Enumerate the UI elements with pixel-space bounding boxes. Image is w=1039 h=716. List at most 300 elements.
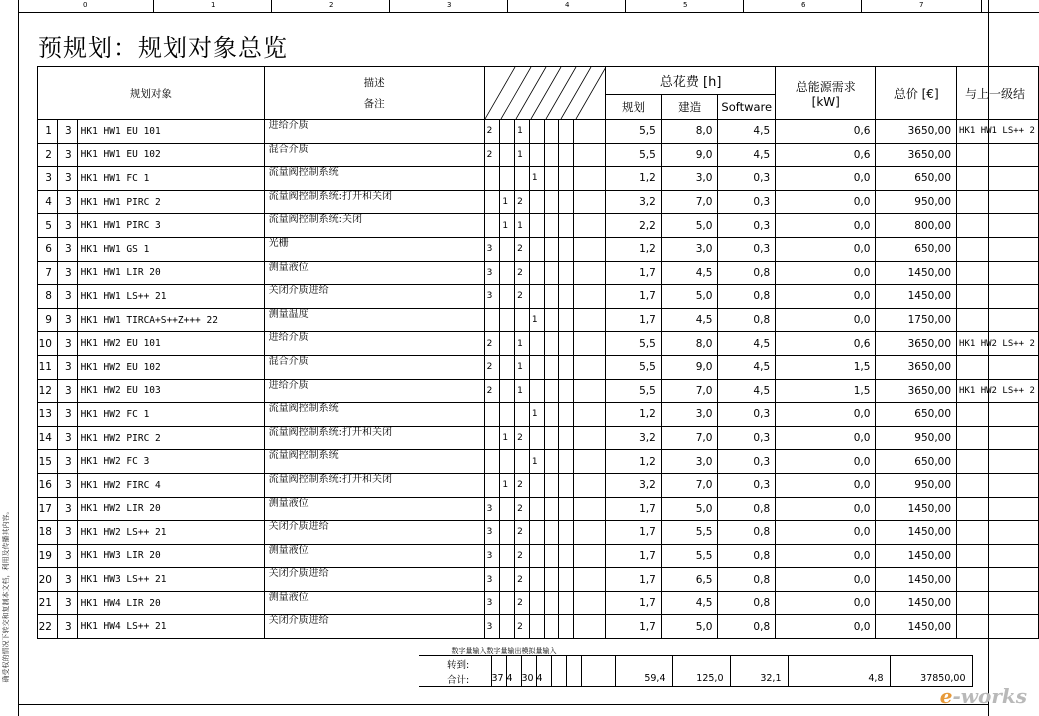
io-count-cell: 1 [529,403,544,427]
table-row [38,591,1039,615]
spacer-cell [573,167,606,191]
cost-software: 0,3 [718,426,776,450]
ruler-cell [507,0,626,12]
table-row [38,379,1039,403]
row-index: 11 [38,355,58,379]
row-index: 10 [38,332,58,356]
carry-cell [730,656,788,672]
total-price: 650,00 [876,403,957,427]
total-row [419,671,972,687]
header-parent: 与上一级结 [957,67,1039,120]
object-description: 测量液位 [264,591,484,615]
io-count-cell [529,426,544,450]
planning-object-name: HK1 HW4 LIR 20 [77,591,264,615]
total-price: 1450,00 [876,261,957,285]
io-count-cell [529,497,544,521]
io-count-cell [559,497,574,521]
cost-software: 0,3 [718,190,776,214]
header-cost-software: Software [718,95,776,120]
io-count-cell [544,521,559,545]
total-price: 3650,00 [876,332,957,356]
spacer-cell [573,426,606,450]
cost-build: 6,5 [661,568,718,592]
io-count-cell: 2 [515,190,530,214]
cost-build: 5,0 [661,497,718,521]
cost-build: 5,0 [661,615,718,639]
io-count-cell [529,332,544,356]
io-count-cell [544,497,559,521]
energy-demand: 1,5 [776,355,876,379]
cost-build: 7,0 [661,379,718,403]
planning-object-name: HK1 HW1 FC 1 [77,167,264,191]
row-level: 3 [57,521,77,545]
io-count-cell: 2 [515,426,530,450]
row-index: 5 [38,214,58,238]
energy-demand: 0,0 [776,214,876,238]
object-description: 流量阀控制系统:打开和关闭 [264,426,484,450]
cost-plan: 5,5 [606,355,662,379]
cost-plan: 1,2 [606,167,662,191]
io-count-cell: 1 [500,190,515,214]
io-count-cell [559,237,574,261]
io-count-cell [500,450,515,474]
io-count-cell [559,473,574,497]
spacer-cell [573,285,606,309]
carry-cell [890,656,972,672]
cost-build: 4,5 [661,308,718,332]
cost-software: 4,5 [718,332,776,356]
object-description: 关闭介质进给 [264,521,484,545]
parent-link [957,473,1039,497]
total-build: 125,0 [672,671,730,687]
spacer-cell [573,237,606,261]
io-count-cell: 1 [515,355,530,379]
ruler-cell [625,0,744,12]
io-count-cell: 3 [484,285,500,309]
io-count-cell [559,308,574,332]
io-count-cell [544,379,559,403]
total-energy: 4,8 [788,671,890,687]
cost-build: 8,0 [661,120,718,144]
cost-build: 3,0 [661,167,718,191]
spacer-cell [573,591,606,615]
table-row [38,450,1039,474]
io-count-cell [529,591,544,615]
io-count-cell [544,403,559,427]
io-count-cell [544,450,559,474]
energy-demand: 0,0 [776,473,876,497]
parent-link [957,615,1039,639]
row-level: 3 [57,568,77,592]
object-description: 混合介质 [264,355,484,379]
object-description: 进给介质 [264,120,484,144]
io-count-cell [559,591,574,615]
spacer-cell [573,308,606,332]
parent-link [957,167,1039,191]
cost-software: 0,3 [718,167,776,191]
object-description: 测量液位 [264,544,484,568]
carry-row [419,656,972,672]
total-price: 1450,00 [876,615,957,639]
energy-demand: 0,0 [776,497,876,521]
ruler-cell [19,0,154,12]
cost-build: 7,0 [661,473,718,497]
energy-demand: 0,0 [776,190,876,214]
row-level: 3 [57,615,77,639]
table-row [38,497,1039,521]
cost-software: 0,3 [718,237,776,261]
io-count-cell [529,120,544,144]
io-count-cell [529,473,544,497]
io-count-cell [529,544,544,568]
total-price: 1450,00 [876,591,957,615]
object-description: 关闭介质进给 [264,285,484,309]
header-price: 总价 [€] [876,67,957,120]
header-description [264,67,484,120]
io-count-cell [484,403,500,427]
table-body [38,120,1039,639]
io-count-cell: 2 [484,332,500,356]
planning-object-name: HK1 HW2 EU 102 [77,355,264,379]
cost-software: 0,3 [718,450,776,474]
parent-link: HK1 HW2 LS++ 2 [957,332,1039,356]
energy-demand: 0,0 [776,261,876,285]
cost-software: 0,8 [718,497,776,521]
io-count-cell [515,308,530,332]
planning-object-name: HK1 HW2 EU 101 [77,332,264,356]
total-blank [566,671,581,687]
energy-demand: 0,0 [776,403,876,427]
io-matrix-diagonal-labels [485,67,606,119]
total-price: 3650,00 [876,379,957,403]
parent-link [957,237,1039,261]
io-count-cell [529,615,544,639]
cost-software: 0,8 [718,521,776,545]
spacer-cell [573,190,606,214]
io-count-cell: 2 [515,237,530,261]
energy-demand: 0,0 [776,521,876,545]
object-description: 进给介质 [264,332,484,356]
energy-demand: 0,0 [776,544,876,568]
row-index: 20 [38,568,58,592]
ruler-number: 4 [565,1,570,9]
io-count-cell: 2 [484,355,500,379]
ruler-number: 0 [83,1,88,9]
logo-prefix: e [939,684,953,708]
parent-link [957,261,1039,285]
cost-software: 0,3 [718,403,776,427]
io-count-cell [559,261,574,285]
cost-software: 4,5 [718,355,776,379]
table-row [38,143,1039,167]
io-count-cell [559,285,574,309]
table-row [38,568,1039,592]
io-count-cell [559,379,574,403]
io-count-cell: 3 [484,544,500,568]
header-energy-line2: [kW] [811,94,840,109]
row-index: 16 [38,473,58,497]
page-title: 预规划：规划对象总览 [38,34,288,62]
row-index: 8 [38,285,58,309]
table-row [38,521,1039,545]
cost-software: 0,8 [718,308,776,332]
object-description: 流量阀控制系统 [264,167,484,191]
io-count-cell [559,332,574,356]
io-count-cell [500,568,515,592]
carry-cell [788,656,890,672]
total-m0: 37 [491,671,506,687]
table-row [38,355,1039,379]
header-energy [776,67,876,120]
ruler-number: 7 [919,1,924,9]
io-count-cell [544,473,559,497]
row-level: 3 [57,544,77,568]
row-index: 19 [38,544,58,568]
total-price: 1450,00 [876,544,957,568]
row-level: 3 [57,355,77,379]
object-description: 测量温度 [264,308,484,332]
ruler-cell [861,0,982,12]
row-level: 3 [57,426,77,450]
cost-software: 0,8 [718,568,776,592]
total-blank [551,671,566,687]
energy-demand: 0,0 [776,237,876,261]
spacer-cell [573,355,606,379]
row-level: 3 [57,190,77,214]
io-count-cell [500,379,515,403]
total-price: 950,00 [876,426,957,450]
io-count-cell [500,167,515,191]
energy-demand: 1,5 [776,379,876,403]
table-row [38,190,1039,214]
energy-demand: 0,0 [776,568,876,592]
spacer-cell [573,261,606,285]
cost-plan: 1,7 [606,497,662,521]
io-count-cell [500,591,515,615]
io-count-cell: 2 [484,143,500,167]
row-index: 14 [38,426,58,450]
object-description: 光栅 [264,237,484,261]
io-count-cell [484,308,500,332]
io-count-cell [529,285,544,309]
total-price: 950,00 [876,473,957,497]
cost-plan: 1,7 [606,261,662,285]
io-count-cell: 2 [484,379,500,403]
parent-link [957,285,1039,309]
io-count-cell: 1 [529,308,544,332]
spacer-cell [573,143,606,167]
parent-link [957,190,1039,214]
cost-build: 3,0 [661,237,718,261]
cost-software: 0,3 [718,473,776,497]
io-count-cell: 2 [515,591,530,615]
io-count-cell [544,568,559,592]
io-count-cell [544,167,559,191]
totals-table [419,655,973,687]
carry-label: 转到: [419,656,491,672]
cost-plan: 5,5 [606,143,662,167]
object-description: 流量阀控制系统:关闭 [264,214,484,238]
carry-cell [581,656,615,672]
io-count-cell [529,261,544,285]
footer-io-header: 数字量输入数字量输出模拟量输入 [451,647,557,655]
column-ruler [18,0,1039,13]
planning-object-name: HK1 HW2 FC 1 [77,403,264,427]
row-index: 15 [38,450,58,474]
ruler-number: 2 [329,1,334,9]
io-count-cell [559,167,574,191]
energy-demand: 0,0 [776,450,876,474]
eworks-logo [940,684,1027,708]
io-count-cell [500,544,515,568]
total-price: 1450,00 [876,285,957,309]
io-count-cell [500,261,515,285]
row-index: 9 [38,308,58,332]
cost-build: 7,0 [661,190,718,214]
io-count-cell: 1 [515,143,530,167]
cost-plan: 2,2 [606,214,662,238]
energy-demand: 0,0 [776,426,876,450]
ruler-cell [153,0,272,12]
cost-build: 7,0 [661,426,718,450]
parent-link: HK1 HW1 LS++ 2 [957,120,1039,144]
diagonal-hatch [485,67,606,119]
cost-plan: 5,5 [606,120,662,144]
energy-demand: 0,0 [776,167,876,191]
table-row [38,615,1039,639]
parent-link [957,591,1039,615]
object-description: 进给介质 [264,379,484,403]
row-level: 3 [57,332,77,356]
io-count-cell: 2 [515,568,530,592]
row-index: 17 [38,497,58,521]
row-level: 3 [57,308,77,332]
parent-link [957,497,1039,521]
cost-plan: 1,7 [606,285,662,309]
cost-plan: 3,2 [606,426,662,450]
energy-demand: 0,0 [776,308,876,332]
total-price: 1450,00 [876,497,957,521]
carry-cell [506,656,521,672]
cost-build: 4,5 [661,591,718,615]
total-price: 1450,00 [876,521,957,545]
cost-plan: 5,5 [606,379,662,403]
carry-cell [521,656,536,672]
io-count-cell [544,285,559,309]
cost-build: 9,0 [661,143,718,167]
io-count-cell [544,237,559,261]
planning-object-name: HK1 HW1 EU 101 [77,120,264,144]
cost-software: 0,8 [718,591,776,615]
table-row [38,120,1039,144]
io-count-cell: 1 [500,214,515,238]
cost-plan: 3,2 [606,190,662,214]
io-count-cell [544,332,559,356]
parent-link [957,568,1039,592]
io-count-cell: 1 [500,426,515,450]
io-count-cell [515,450,530,474]
io-count-cell [559,143,574,167]
spacer-cell [573,403,606,427]
row-level: 3 [57,120,77,144]
cost-software: 0,8 [718,544,776,568]
io-count-cell [500,615,515,639]
object-description: 流量阀控制系统:打开和关闭 [264,190,484,214]
cost-build: 5,0 [661,214,718,238]
planning-object-name: HK1 HW2 FC 3 [77,450,264,474]
io-count-cell [500,355,515,379]
row-level: 3 [57,261,77,285]
carry-cell [615,656,672,672]
io-count-cell [529,214,544,238]
object-description: 流量阀控制系统 [264,403,484,427]
object-description: 测量液位 [264,497,484,521]
parent-link [957,308,1039,332]
io-count-cell [529,568,544,592]
io-count-cell [500,285,515,309]
io-count-cell [484,214,500,238]
io-count-cell [484,473,500,497]
carry-cell [672,656,730,672]
frame-left-border [18,12,19,716]
row-index: 6 [38,237,58,261]
table-row [38,308,1039,332]
parent-link [957,214,1039,238]
io-count-cell [529,237,544,261]
planning-object-name: HK1 HW1 LIR 20 [77,261,264,285]
cost-plan: 3,2 [606,473,662,497]
spacer-cell [573,332,606,356]
io-count-cell [559,450,574,474]
cost-build: 3,0 [661,450,718,474]
io-count-cell [500,308,515,332]
energy-demand: 0,0 [776,285,876,309]
object-description: 流量阀控制系统 [264,450,484,474]
io-count-cell [484,426,500,450]
cost-software: 4,5 [718,120,776,144]
spacer-cell [573,214,606,238]
row-level: 3 [57,497,77,521]
planning-object-name: HK1 HW2 LIR 20 [77,497,264,521]
io-count-cell [500,521,515,545]
total-price: 37850,00 [890,671,972,687]
energy-demand: 0,0 [776,591,876,615]
spacer-cell [573,379,606,403]
io-count-cell [529,190,544,214]
ruler-cell [389,0,508,12]
parent-link [957,426,1039,450]
header-io-matrix [484,67,606,120]
total-m3: 4 [536,671,551,687]
cost-software: 0,8 [718,285,776,309]
row-index: 4 [38,190,58,214]
io-count-cell [559,426,574,450]
row-level: 3 [57,403,77,427]
carry-cell [566,656,581,672]
io-count-cell [529,379,544,403]
io-count-cell [544,190,559,214]
io-count-cell [544,615,559,639]
table-row [38,285,1039,309]
io-count-cell: 2 [515,544,530,568]
spacer-cell [573,568,606,592]
total-price: 650,00 [876,237,957,261]
io-count-cell: 2 [515,497,530,521]
io-count-cell [559,120,574,144]
io-count-cell: 3 [484,591,500,615]
cost-build: 5,0 [661,285,718,309]
frame-bottom-border [18,704,988,705]
